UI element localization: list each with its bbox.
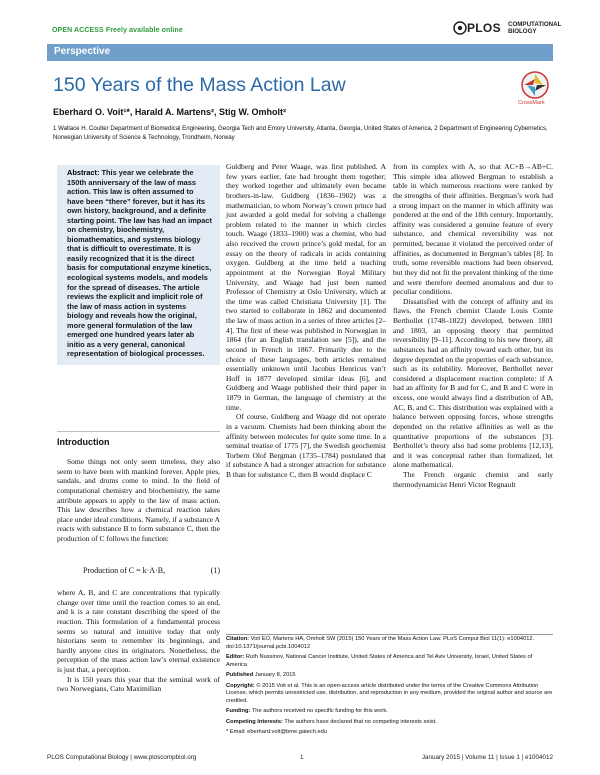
author-list: Eberhard O. Voit¹*, Harald A. Martens², Stig W. Omholt² (53, 107, 287, 117)
abstract-label: Abstract: (67, 168, 100, 177)
footer-issue-info: January 2015 | Volume 11 | Issue 1 | e1004012 (421, 754, 553, 761)
plos-logo-icon (453, 21, 467, 35)
corresponding-email[interactable]: * Email: eberhard.voit@bme.gatech.edu (226, 729, 327, 736)
introduction-paragraphs-2 (57, 588, 220, 694)
equation-text: Production of C = k·A·B, (83, 566, 166, 575)
competing-interests: Competing Interests: The authors have declared that no competing interests exist. (226, 718, 437, 725)
equation-1 (57, 566, 220, 578)
page-number: 1 (300, 754, 304, 761)
section-label: Perspective (54, 46, 111, 57)
paragraph: Dissatisfied with the concept of affinity and its flaws, the French chemist Claude Louis Comte Berthollet (1748–1822) developed, between 1801 and 1803, an opposing theory that permitted reversibility [9–11]. According to his new theory, all substances had an affinity toward each other, but its degree depended on the properties of each substance, such as its solubility. Moreover, Berthollet never considered a displacement reaction complete: if A had an affinity for B and for C, and B and C were in excess, one would always find a distribution of AB, AC, B, and C. This distribution was explained with a balance between opposing forces, whose strengths depended on the relative affinities as well as the quantitative proportions of the substances [3]. Berthollet’s theory also had some problems [12,13], and it was conceptual rather than formalized, let alone mathematical. (393, 296, 553, 470)
funding: Funding: The authors received no specific funding for this work. (226, 708, 388, 715)
body-column-2 (226, 162, 386, 480)
article-title: 150 Years of the Mass Action Law (53, 74, 346, 96)
paragraph: Of course, Guldberg and Waage did not operate in a vacuum. Chemists had been thinking about the affinity between molecules for quite some time. In a seminal treatise of 1775 [7], the Swedish geochemist Torbern Olof Bergman (1735–1784) postulated that if substance A had a stronger attraction for substance B than for substance C, then B would displace C (226, 412, 386, 479)
paragraph: from its complex with A, so that AC+B→AB+C. This simple idea allowed Bergman to establish a table in which numerous reactions were ranked by the strengths of their affinities. Bergman’s work had a strong impact on the manner in which affinity was pondered at the end of the 18th century. Importantly, affinity was considered a genuine feature of every substance, and chemical reversibility was not permitted, because it violated the perceived order of affinities, as documented in Bergman’s tables [8]. In truth, some reversible reactions had been observed, but they did not fit the prevalent thinking of the time and were therefore deemed anomalous and due to peculiar conditions. (393, 162, 553, 297)
abstract (67, 168, 212, 359)
article-info (226, 636, 553, 740)
section-divider (57, 431, 220, 432)
paragraph: The French organic chemist and early thermodynamicist Henri Victor Regnault (393, 470, 553, 489)
published-date: Published January 8, 2015 (226, 672, 296, 679)
introduction-heading: Introduction (57, 437, 110, 447)
footer-journal-site[interactable]: PLOS Computational Biology | www.ploscompbiol.org (47, 754, 197, 761)
body-column-3 (393, 162, 553, 489)
crossmark-badge[interactable] (517, 70, 553, 110)
citation: Citation: Voit EO, Martens HA, Omholt SW (2015) 150 Years of the Mass Action Law. PLoS Comput Biol 11(1): e1004012. doi:10.1371/journal.pcbi.1004012 (226, 636, 535, 650)
introduction-paragraph-1 (57, 457, 220, 544)
journal-name: COMPUTATIONAL BIOLOGY (508, 21, 562, 35)
affiliations: 1 Wallace H. Coulter Department of Biomedical Engineering, Georgia Tech and Emory University, Atlanta, Georgia, United States of America, 2 Department of Engineering Cybernetics, Norwegian University of Science & Technology, Trondheim, Norway (53, 125, 548, 141)
equation-number: (1) (210, 566, 220, 575)
open-access-label: OPEN ACCESS Freely available online (52, 27, 183, 34)
plos-logo (453, 18, 562, 38)
paragraph: Some things not only seem timeless, they also seem to have been with mankind forever. Apple pies, sandals, and drums come to mind. In the field of computational chemistry and biochemistry, the same attribute appears to apply to the law of mass action. This law describes how a chemical reaction takes place under ideal conditions. Namely, if a substance A reacts with substance B to form substance C, then the production of C follows the function: (57, 457, 220, 543)
copyright: Copyright: © 2015 Voit et al. This is an open-access article distributed under the terms of the Creative Commons Attribution License, which permits unrestricted use, distribution, and reproduction in any medium, provided the original author and source are credited. (226, 682, 553, 704)
editor: Editor: Ruth Nussinov, National Cancer Institute, United States of America and Tel Aviv University, Israel, United States of America (226, 654, 533, 668)
section-banner (47, 44, 553, 61)
paragraph: It is 150 years this year that the seminal work of two Norwegians, Cato Maximilian (57, 674, 220, 694)
crossmark-label: CrossMark (518, 100, 545, 106)
paragraph: where A, B, and C are concentrations that typically change over time until the reaction comes to an end, and k is a rate constant describing the speed of the reaction. This formulation of a fundamental process seems so natural and intuitive today that only historians seem to remember its beginnings, and hardly anyone cites its originators. Nonetheless, the perception of the mass action law’s eternal existence is just that, a perception. (57, 588, 220, 674)
abstract-text: This year we celebrate the 150th anniversary of the law of mass action. This law is often assumed to have been “there” forever, but it has its own history, background, and a definite starting point. The law has had an impact on chemistry, biochemistry, biomathematics, and systems biology that is difficult to overestimate. It is easily recognized that it is the direct basis for computational enzyme kinetics, ecological systems models, and models for the spread of diseases. The article reviews the explicit and implicit role of the law of mass action in systems biology and reveals how the original, more general formulation of the law emerged one hundred years later ab initio as a very general, canonical representation of biological processes. (67, 168, 212, 359)
info-divider (226, 634, 553, 635)
publisher-name: PLOS (467, 21, 501, 35)
paragraph: Guldberg and Peter Waage, was first published. A few years earlier, fate had brought them together; they worked together and ultimately even became brothers-in-law. Guldberg (1836–1902) was a mathematician, to whom Norway’s crown prince had just awarded a gold medal for solving a challenge problem related to the manner in which circles touch. Waage (1833–1900) was a chemist, who had also received the crown prince’s gold medal, for an essay on the theory of radicals in acids containing oxygen. Guldberg at the time held a teaching appointment at the Norwegian Royal Military University, and Waage had just been named Professor of Chemistry at Oslo University, which at the time was called Christiana University [1]. The two started to collaborate in 1862 and documented the law of mass action in a series of three articles [2–4]. The first of these was published in Norwegian in 1864 (for an English translation see [5]), and the second in French in 1867. Primarily due to the choice of these languages, both articles remained essentially unknown until Jacobus Henricus van’t Hoff in 1877 developed similar ideas [6], and Guldberg and Waage published their third paper in 1879 in German, the language of chemistry at the time. (226, 162, 386, 412)
